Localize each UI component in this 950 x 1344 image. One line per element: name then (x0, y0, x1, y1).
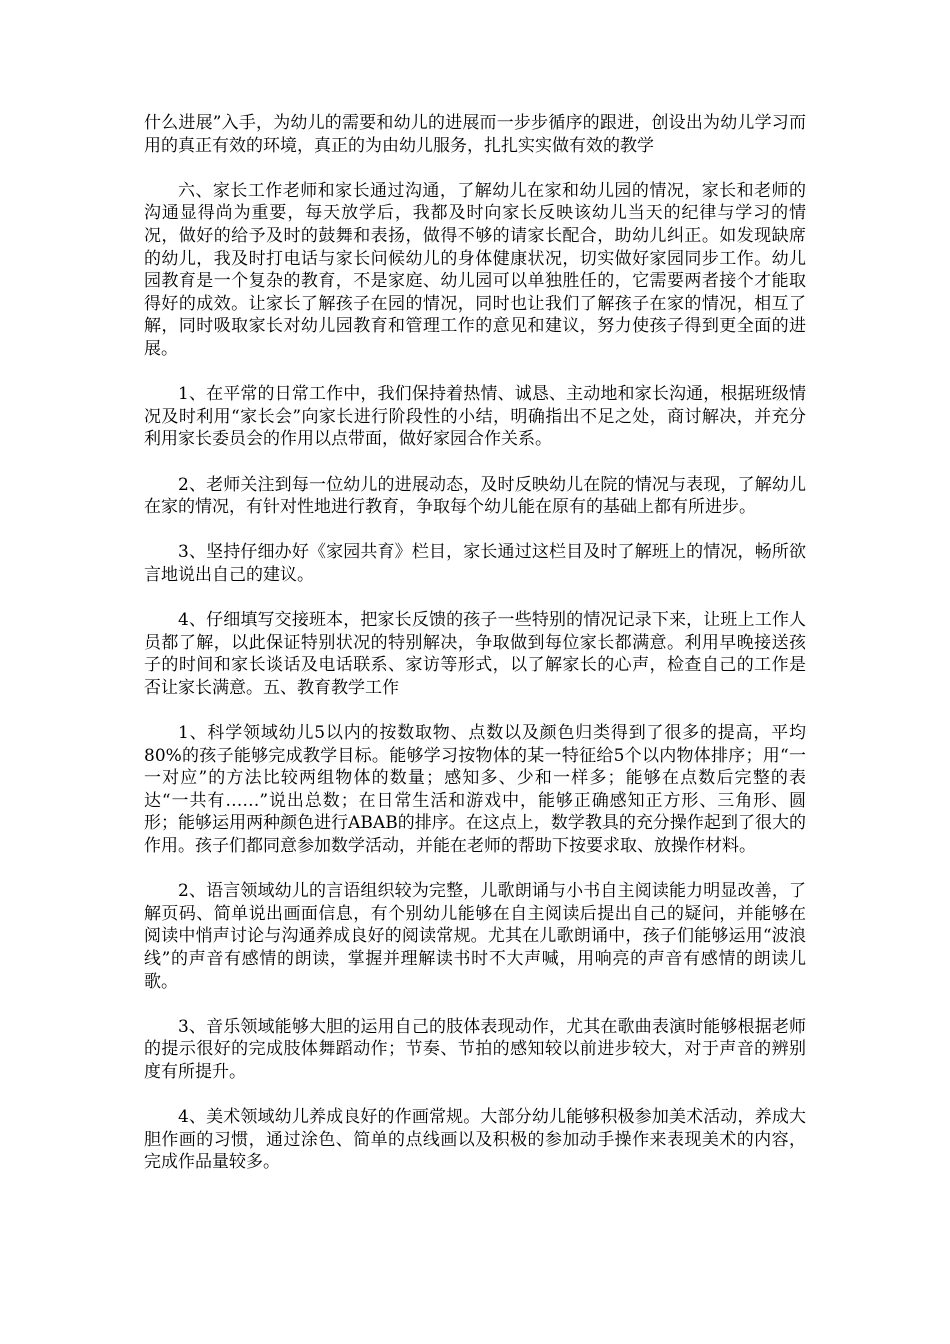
paragraph-item-3: 3、坚持仔细办好《家园共育》栏目，家长通过这栏目及时了解班上的情况，畅所欲言地说出自己的建议。 (144, 542, 806, 585)
paragraph-item-2: 2、老师关注到每一位幼儿的进展动态，及时反映幼儿在院的情况与表现，了解幼儿在家的情况，有针对性地进行教育，争取每个幼儿能在原有的基础上都有所进步。 (144, 474, 806, 518)
document-page (144, 112, 806, 1197)
paragraph-item-4: 4、仔细填写交接班本，把家长反馈的孩子一些特别的情况记录下来，让班上工作人员都了解，以此保证特别状况的特别解决，争取做到每位家长都满意。利用早晚接送孩子的时间和家长谈话及电话联系、家访等形式，以了解家长的心声，检查自己的工作是否让家长满意。五、教育教学工作 (144, 610, 806, 698)
paragraph-item-1: 1、在平常的日常工作中，我们保持着热情、诚恳、主动地和家长沟通，根据班级情况及时利用“家长会”向家长进行阶段性的小结，明确指出不足之处，商讨解决，并充分利用家长委员会的作用以点带面，做好家园合作关系。 (144, 384, 806, 450)
paragraph-science: 1、科学领域幼儿5以内的按数取物、点数以及颜色归类得到了很多的提高，平均80%的孩子能够完成教学目标。能够学习按物体的某一特征给5个以内物体排序；用“一一对应”的方法比较两组物体的数量；感知多、少和一样多；能够在点数后完整的表达“一共有……”说出总数；在日常生活和游戏中，能够正确感知正方形、三角形、圆形；能够运用两种颜色进行ABAB的排序。在这点上，数学教具的充分操作起到了很大的作用。孩子们都同意参加数学活动，并能在老师的帮助下按要求取、放操作材料。 (144, 723, 806, 856)
paragraph-art: 4、美术领域幼儿养成良好的作画常规。大部分幼儿能够积极参加美术活动，养成大胆作画的习惯，通过涂色、简单的点线画以及积极的参加动手操作来表现美术的内容，完成作品量较多。 (144, 1107, 806, 1173)
paragraph-parent-work: 六、家长工作老师和家长通过沟通，了解幼儿在家和幼儿园的情况，家长和老师的沟通显得尚为重要，每天放学后，我都及时向家长反映该幼儿当天的纪律与学习的情况，做好的给予及时的鼓舞和表扬，做得不够的请家长配合，助幼儿纠正。如发现缺席的幼儿，我及时打电话与家长问候幼儿的身体健康状况，切实做好家园同步工作。幼儿园教育是一个复杂的教育，不是家庭、幼儿园可以单独胜任的，它需要两者接个才能取得好的成效。让家长了解孩子在园的情况，同时也让我们了解孩子在家的情况，相互了解，同时吸取家长对幼儿园教育和管理工作的意见和建议，努力使孩子得到更全面的进展。 (144, 180, 806, 359)
paragraph-continuation: 什么进展”入手，为幼儿的需要和幼儿的进展而一步步循序的跟进，创设出为幼儿学习而用的真正有效的环境，真正的为由幼儿服务，扎扎实实做有效的教学 (144, 113, 806, 156)
paragraph-language: 2、语言领域幼儿的言语组织较为完整，儿歌朗诵与小书自主阅读能力明显改善，了解页码、简单说出画面信息，有个别幼儿能够在自主阅读后提出自己的疑问，并能够在阅读中悄声讨论与沟通养成良好的阅读常规。尤其在儿歌朗诵中，孩子们能够运用“波浪线”的声音有感情的朗读，掌握并理解读书时不大声喊，用响亮的声音有感情的朗读儿歌。 (144, 881, 806, 992)
paragraph-music: 3、音乐领域能够大胆的运用自己的肢体表现动作，尤其在歌曲表演时能够根据老师的提示很好的完成肢体舞蹈动作；节奏、节拍的感知较以前进步较大，对于声音的辨别度有所提升。 (144, 1016, 806, 1082)
